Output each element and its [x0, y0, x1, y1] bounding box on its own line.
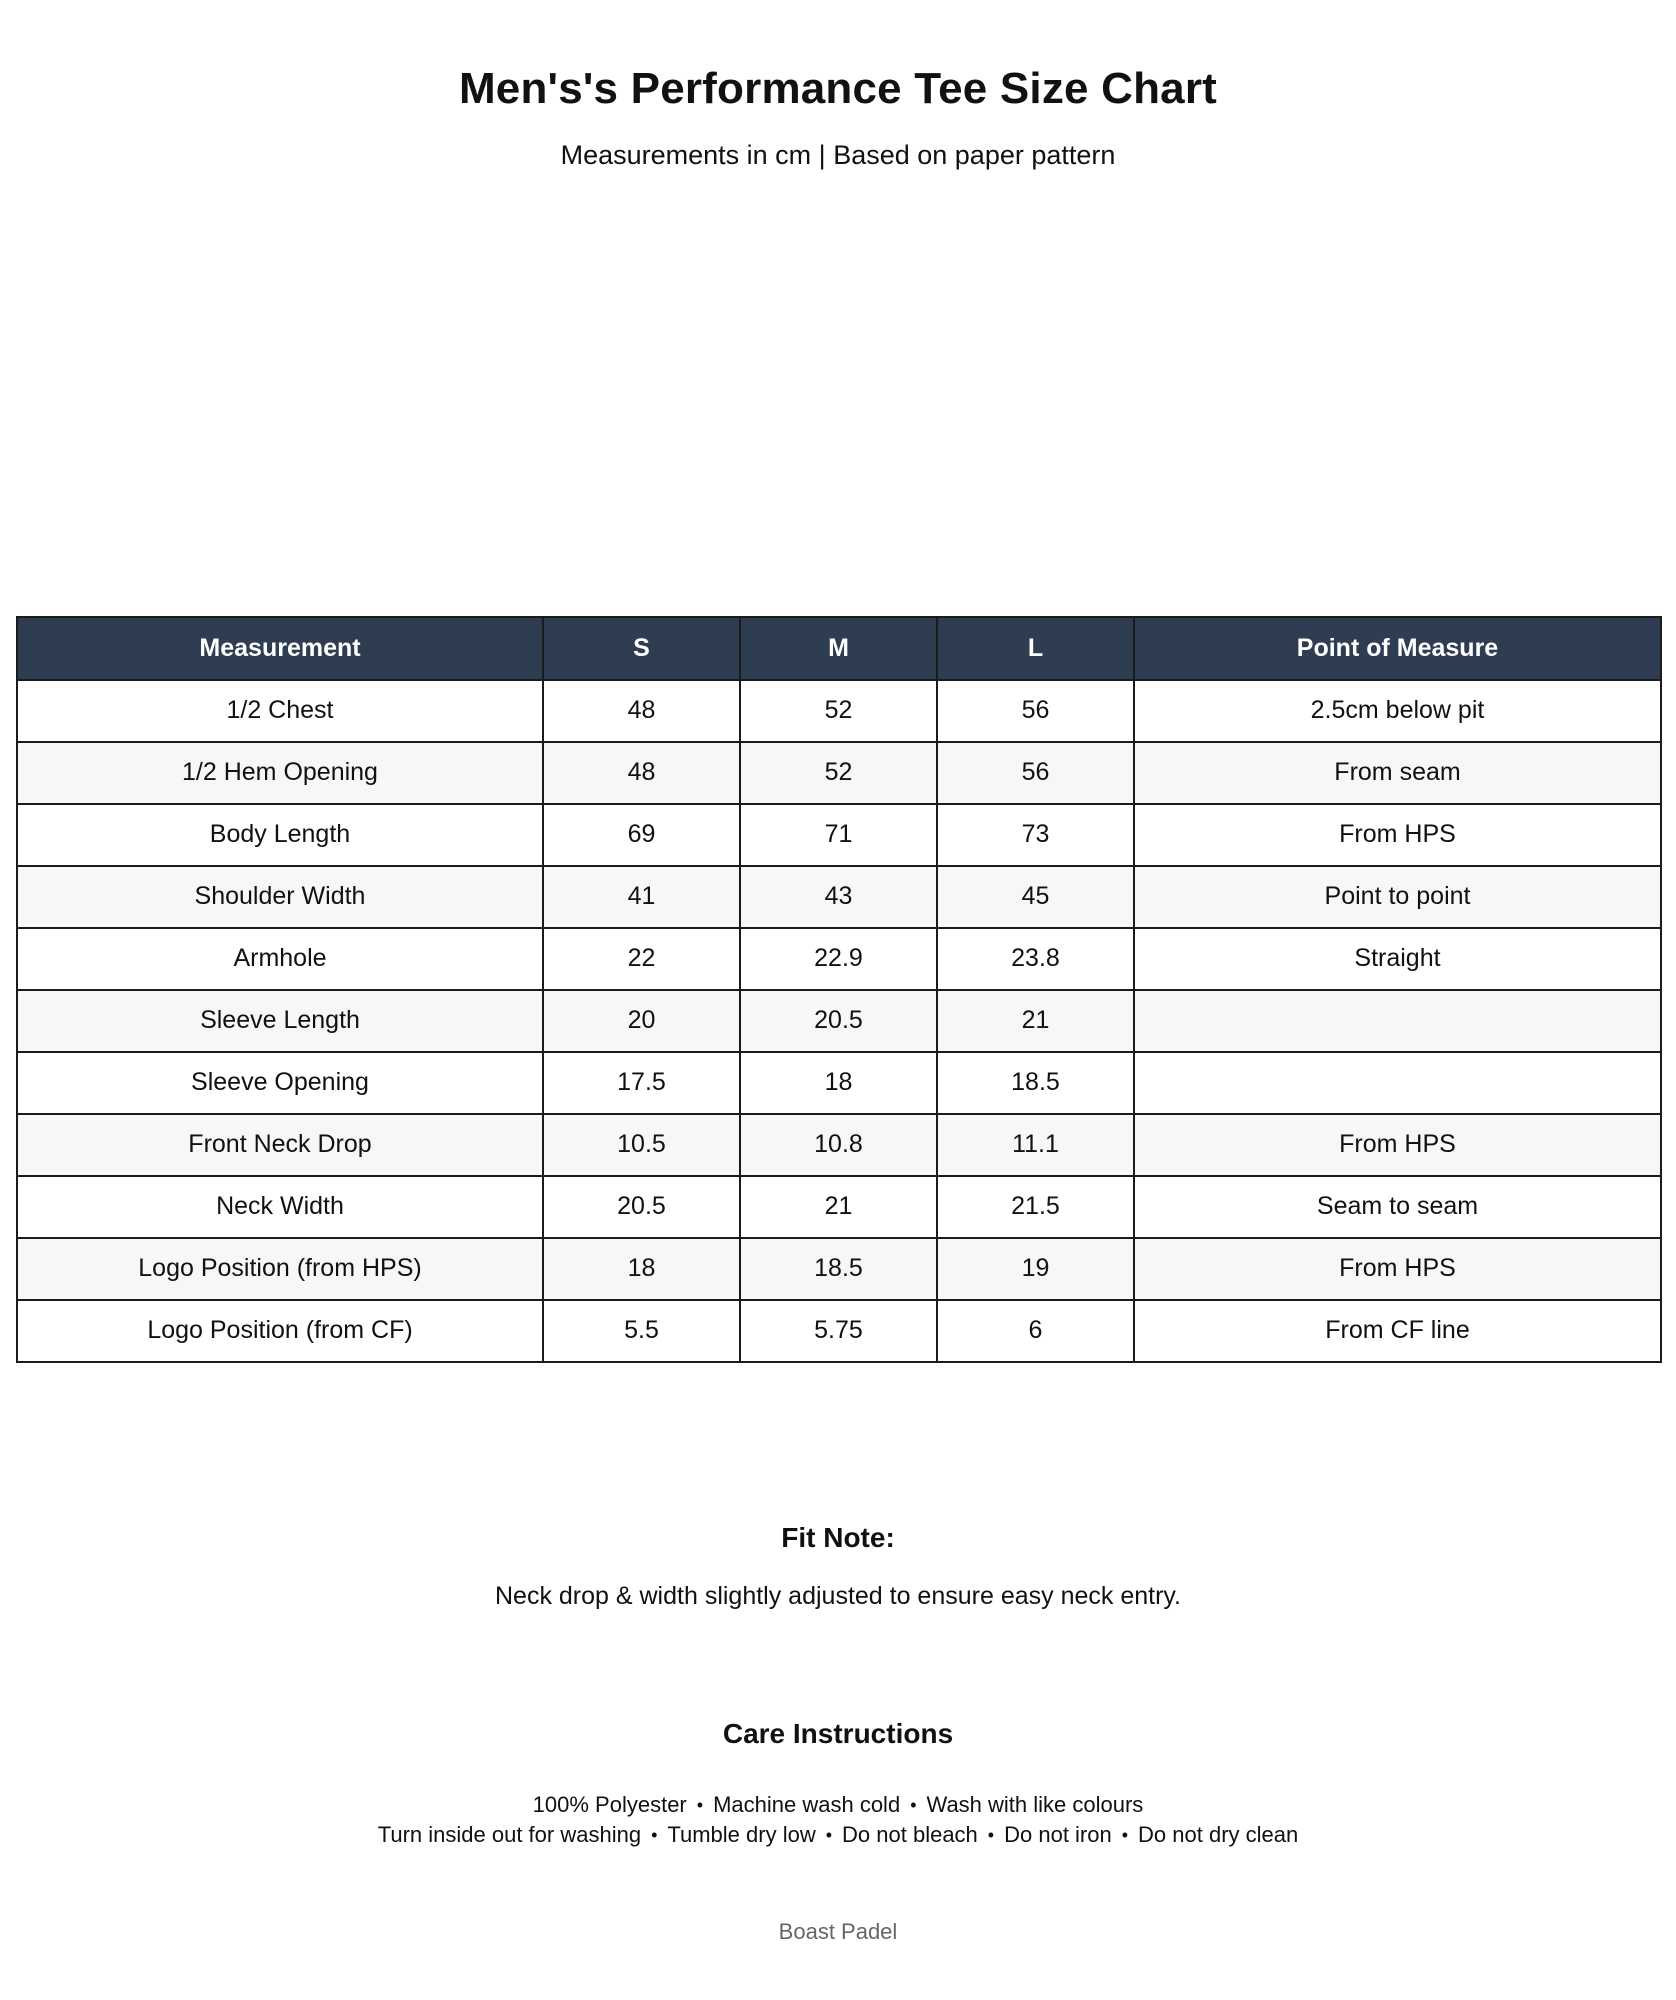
size-value-cell: 5.75	[740, 1300, 937, 1362]
size-value-cell: 20.5	[543, 1176, 740, 1238]
care-item: 100% Polyester	[532, 1792, 687, 1817]
size-value-cell: 23.8	[937, 928, 1134, 990]
bullet-separator-icon: •	[987, 1825, 995, 1845]
column-header: L	[937, 617, 1134, 680]
column-header: M	[740, 617, 937, 680]
bullet-separator-icon: •	[651, 1825, 658, 1845]
table-row	[17, 804, 1661, 866]
size-value-cell: 11.1	[937, 1114, 1134, 1176]
point-of-measure-cell: Seam to seam	[1134, 1176, 1661, 1238]
size-value-cell: 48	[543, 680, 740, 742]
size-value-cell: 20.5	[740, 990, 937, 1052]
point-of-measure-cell: From seam	[1134, 742, 1661, 804]
size-value-cell: 18	[543, 1238, 740, 1300]
size-value-cell: 22	[543, 928, 740, 990]
point-of-measure-cell: From CF line	[1134, 1300, 1661, 1362]
table-row	[17, 1176, 1661, 1238]
care-item: Wash with like colours	[926, 1792, 1144, 1817]
size-value-cell: 10.5	[543, 1114, 740, 1176]
point-of-measure-cell: From HPS	[1134, 1238, 1661, 1300]
measurement-name-cell: Logo Position (from CF)	[17, 1300, 543, 1362]
care-item: Do not bleach	[842, 1822, 978, 1847]
bullet-separator-icon: •	[825, 1825, 833, 1845]
header-row	[17, 617, 1661, 680]
table-row	[17, 990, 1661, 1052]
size-value-cell: 6	[937, 1300, 1134, 1362]
table-row	[17, 680, 1661, 742]
measurement-name-cell: Body Length	[17, 804, 543, 866]
bullet-separator-icon: •	[1121, 1825, 1129, 1845]
size-value-cell: 69	[543, 804, 740, 866]
care-line-2	[0, 1822, 1676, 1848]
table-row	[17, 1052, 1661, 1114]
measurement-name-cell: Armhole	[17, 928, 543, 990]
size-value-cell: 73	[937, 804, 1134, 866]
care-item: Do not iron	[1004, 1822, 1112, 1847]
size-value-cell: 18.5	[937, 1052, 1134, 1114]
care-line-1	[0, 1792, 1676, 1818]
size-table-body	[17, 680, 1661, 1362]
size-value-cell: 22.9	[740, 928, 937, 990]
size-value-cell: 21	[937, 990, 1134, 1052]
size-value-cell: 21	[740, 1176, 937, 1238]
point-of-measure-cell: Straight	[1134, 928, 1661, 990]
measurement-name-cell: Sleeve Opening	[17, 1052, 543, 1114]
column-header: Measurement	[17, 617, 543, 680]
size-table-header	[17, 617, 1661, 680]
measurement-name-cell: 1/2 Hem Opening	[17, 742, 543, 804]
size-value-cell: 56	[937, 742, 1134, 804]
size-value-cell: 18	[740, 1052, 937, 1114]
point-of-measure-cell	[1134, 1052, 1661, 1114]
page-title: Men's's Performance Tee Size Chart	[458, 64, 1218, 113]
table-row	[17, 1300, 1661, 1362]
fit-note-heading: Fit Note:	[781, 1522, 895, 1553]
column-header: Point of Measure	[1134, 617, 1661, 680]
table-row	[17, 1238, 1661, 1300]
measurement-name-cell: Logo Position (from HPS)	[17, 1238, 543, 1300]
size-value-cell: 71	[740, 804, 937, 866]
size-value-cell: 17.5	[543, 1052, 740, 1114]
footer-brand: Boast Padel	[778, 1919, 898, 1944]
size-value-cell: 43	[740, 866, 937, 928]
measurement-name-cell: 1/2 Chest	[17, 680, 543, 742]
table-row	[17, 1114, 1661, 1176]
bullet-separator-icon: •	[910, 1795, 917, 1815]
page-subtitle: Measurements in cm | Based on paper pattern	[560, 140, 1116, 170]
size-value-cell: 19	[937, 1238, 1134, 1300]
size-value-cell: 52	[740, 742, 937, 804]
size-value-cell: 21.5	[937, 1176, 1134, 1238]
size-value-cell: 48	[543, 742, 740, 804]
size-value-cell: 18.5	[740, 1238, 937, 1300]
size-value-cell: 10.8	[740, 1114, 937, 1176]
point-of-measure-cell: From HPS	[1134, 804, 1661, 866]
size-value-cell: 41	[543, 866, 740, 928]
bullet-separator-icon: •	[696, 1795, 704, 1815]
size-value-cell: 5.5	[543, 1300, 740, 1362]
size-table	[16, 616, 1662, 1363]
measurement-name-cell: Front Neck Drop	[17, 1114, 543, 1176]
point-of-measure-cell	[1134, 990, 1661, 1052]
size-table-container	[16, 616, 1660, 1363]
size-value-cell: 45	[937, 866, 1134, 928]
care-item: Tumble dry low	[667, 1822, 816, 1847]
measurement-name-cell: Sleeve Length	[17, 990, 543, 1052]
size-value-cell: 20	[543, 990, 740, 1052]
point-of-measure-cell: Point to point	[1134, 866, 1661, 928]
care-item: Turn inside out for washing	[377, 1822, 642, 1847]
size-value-cell: 52	[740, 680, 937, 742]
fit-note-text: Neck drop & width slightly adjusted to ensure easy neck entry.	[495, 1582, 1181, 1610]
table-row	[17, 742, 1661, 804]
size-value-cell: 56	[937, 680, 1134, 742]
point-of-measure-cell: 2.5cm below pit	[1134, 680, 1661, 742]
table-row	[17, 866, 1661, 928]
care-item: Do not dry clean	[1138, 1822, 1299, 1847]
measurement-name-cell: Shoulder Width	[17, 866, 543, 928]
column-header: S	[543, 617, 740, 680]
measurement-name-cell: Neck Width	[17, 1176, 543, 1238]
table-row	[17, 928, 1661, 990]
care-instructions-heading: Care Instructions	[722, 1718, 954, 1749]
care-item: Machine wash cold	[713, 1792, 901, 1817]
point-of-measure-cell: From HPS	[1134, 1114, 1661, 1176]
